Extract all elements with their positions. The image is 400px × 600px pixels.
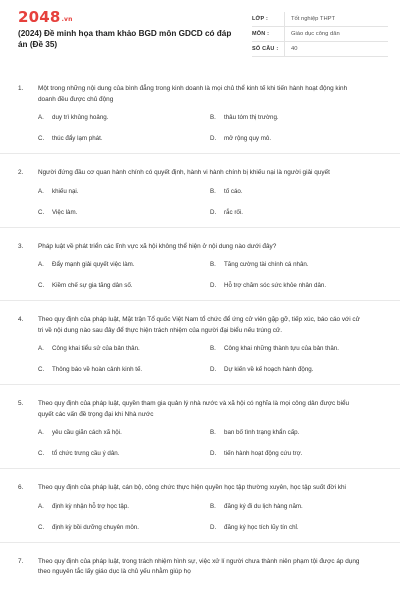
option-letter: D. xyxy=(210,523,217,531)
option-letter: C. xyxy=(38,366,45,373)
option-text: duy trì khủng hoảng. xyxy=(52,114,109,121)
option-a[interactable] xyxy=(38,113,210,122)
option-a[interactable] xyxy=(38,344,210,353)
option-b[interactable] xyxy=(210,260,382,269)
question-6 xyxy=(0,468,400,542)
option-b[interactable] xyxy=(210,344,382,353)
option-letter: A. xyxy=(38,429,44,436)
option-b[interactable] xyxy=(210,428,382,437)
option-letter: A. xyxy=(38,187,44,195)
option-text: khiếu nại. xyxy=(52,187,79,195)
question-3 xyxy=(0,227,400,301)
option-text: Hỗ trợ chăm sóc sức khỏe nhân dân. xyxy=(224,282,327,289)
option-text: tổ chức trưng cầu ý dân. xyxy=(52,450,120,457)
option-a[interactable] xyxy=(38,428,210,437)
option-text: thâu tóm thị trường. xyxy=(224,114,279,121)
meta-row-question-count xyxy=(252,42,388,57)
option-text: mở rộng quy mô. xyxy=(224,135,272,142)
option-letter: A. xyxy=(38,261,44,268)
document-title: (2024) Đề minh họa tham khảo BGD môn GDCD có đáp án (Đề 35) xyxy=(18,29,232,49)
answer-options xyxy=(18,187,382,217)
meta-value: Giáo dục công dân xyxy=(284,27,388,42)
meta-row-subject xyxy=(252,27,388,42)
question-number: 4. xyxy=(18,316,24,323)
option-d[interactable] xyxy=(210,523,382,532)
option-d[interactable] xyxy=(210,281,382,290)
answer-options xyxy=(18,260,382,290)
logo-main: 2048 xyxy=(18,8,61,26)
option-b[interactable] xyxy=(210,187,382,196)
option-text: Tăng cường tài chính cá nhân. xyxy=(224,261,309,268)
meta-label: MÔN : xyxy=(252,31,270,37)
option-d[interactable] xyxy=(210,208,382,217)
meta-value: Tốt nghiệp THPT xyxy=(284,12,388,27)
option-text: Dự kiến về kế hoạch hành động. xyxy=(224,366,314,373)
option-d[interactable] xyxy=(210,449,382,458)
option-letter: B. xyxy=(210,187,216,195)
option-d[interactable] xyxy=(210,365,382,374)
question-text: Người đứng đầu cơ quan hành chính có quyết định, hành vi hành chính bị khiếu nại là người giải quyết xyxy=(38,169,330,176)
option-d[interactable] xyxy=(210,134,382,143)
option-text: Đẩy mạnh giải quyết việc làm. xyxy=(52,261,135,268)
meta-label: SỐ CÂU : xyxy=(252,46,279,52)
question-text: Theo quy định của pháp luật, trong trách nhiệm hình sự, việc xử lí người chưa thành niên phạm tội được áp dụng theo nguyên tắc lấy giáo dục là chủ yếu nhằm giúp họ xyxy=(38,557,360,575)
option-letter: C. xyxy=(38,450,45,457)
option-letter: B. xyxy=(210,114,216,121)
option-c[interactable] xyxy=(38,523,210,532)
option-c[interactable] xyxy=(38,134,210,143)
option-a[interactable] xyxy=(38,260,210,269)
option-b[interactable] xyxy=(210,113,382,122)
site-logo[interactable] xyxy=(18,8,73,26)
option-letter: A. xyxy=(38,502,44,510)
option-letter: B. xyxy=(210,429,216,436)
question-number: 7. xyxy=(18,557,24,565)
question-text: Theo quy định của pháp luật, Mặt trận Tổ quốc Việt Nam tổ chức để ứng cử viên gặp gỡ, tiếp xúc, báo cáo với cử tri về nội dung nào sau đây để thực hiện trách nhiệm của người đại biểu nếu trúng cử. xyxy=(38,316,360,334)
option-letter: D. xyxy=(210,208,217,216)
document-meta-table xyxy=(252,12,388,57)
option-letter: D. xyxy=(210,366,217,373)
option-text: đăng ký đi du lịch hàng năm. xyxy=(224,502,303,510)
question-text: Theo quy định của pháp luật, quyền tham gia quản lý nhà nước và xã hội có nghĩa là mọi công dân được biểu quyết các vấn đề trọng đại khi Nhà nước xyxy=(38,400,350,418)
question-4 xyxy=(0,300,400,384)
option-letter: B. xyxy=(210,502,216,510)
question-number: 6. xyxy=(18,484,24,491)
option-a[interactable] xyxy=(38,187,210,196)
question-7 xyxy=(0,542,400,588)
question-text: Theo quy định của pháp luật, cán bộ, công chức thực hiện quyền học tập thường xuyên, học tập suốt đời khi xyxy=(38,484,346,491)
option-letter: B. xyxy=(210,345,216,352)
answer-options xyxy=(18,344,382,374)
question-list xyxy=(0,66,400,588)
option-text: rắc rối. xyxy=(224,208,243,216)
option-text: định kỳ bồi dưỡng chuyên môn. xyxy=(52,523,139,531)
option-text: yêu cầu giãn cách xã hội. xyxy=(52,429,122,436)
option-text: đăng ký học tích lũy tín chỉ. xyxy=(224,523,299,531)
answer-options xyxy=(18,113,382,143)
option-letter: D. xyxy=(210,282,217,289)
logo-tld: .vn xyxy=(61,16,73,23)
meta-row-class xyxy=(252,12,388,27)
option-letter: D. xyxy=(210,135,217,142)
option-text: Công khai tiểu sử của bản thân. xyxy=(52,345,140,352)
answer-options xyxy=(18,428,382,458)
question-1 xyxy=(0,66,400,153)
option-b[interactable] xyxy=(210,502,382,511)
document-header xyxy=(0,0,400,66)
question-2 xyxy=(0,153,400,227)
option-c[interactable] xyxy=(38,281,210,290)
question-text: Một trong những nội dung của bình đẳng trong kinh doanh là mọi chủ thể kinh tế khi tiến hành hoạt động kinh doanh đều được chủ động xyxy=(38,85,348,103)
question-5 xyxy=(0,384,400,468)
option-text: Kiềm chế sự gia tăng dân số. xyxy=(52,282,133,289)
option-text: Công khai những thành tựu của bản thân. xyxy=(224,345,339,352)
question-number: 1. xyxy=(18,85,24,92)
option-c[interactable] xyxy=(38,365,210,374)
option-c[interactable] xyxy=(38,208,210,217)
option-letter: A. xyxy=(38,345,44,352)
option-letter: C. xyxy=(38,523,45,531)
option-letter: C. xyxy=(38,208,45,216)
option-a[interactable] xyxy=(38,502,210,511)
option-letter: C. xyxy=(38,282,45,289)
option-text: Thông báo về hoàn cảnh kinh tế. xyxy=(52,366,143,373)
option-text: ban bố tình trạng khẩn cấp. xyxy=(224,429,300,436)
option-text: thúc đẩy lạm phát. xyxy=(52,135,103,142)
question-number: 2. xyxy=(18,169,24,176)
option-text: tiến hành hoạt động cứu trợ. xyxy=(224,450,303,457)
option-letter: C. xyxy=(38,135,45,142)
question-text: Pháp luật về phát triển các lĩnh vực xã hội không thể hiện ở nội dung nào dưới đây? xyxy=(38,242,277,250)
answer-options xyxy=(18,502,382,532)
meta-label: LỚP : xyxy=(252,16,268,22)
option-text: Việc làm. xyxy=(52,208,78,216)
question-number: 3. xyxy=(18,242,24,250)
meta-value: 40 xyxy=(284,42,388,57)
option-letter: D. xyxy=(210,450,217,457)
option-text: định kỳ nhận hỗ trợ học tập. xyxy=(52,502,129,510)
option-letter: A. xyxy=(38,114,44,121)
option-text: tố cáo. xyxy=(224,187,243,195)
question-number: 5. xyxy=(18,400,24,407)
option-c[interactable] xyxy=(38,449,210,458)
option-letter: B. xyxy=(210,261,216,268)
